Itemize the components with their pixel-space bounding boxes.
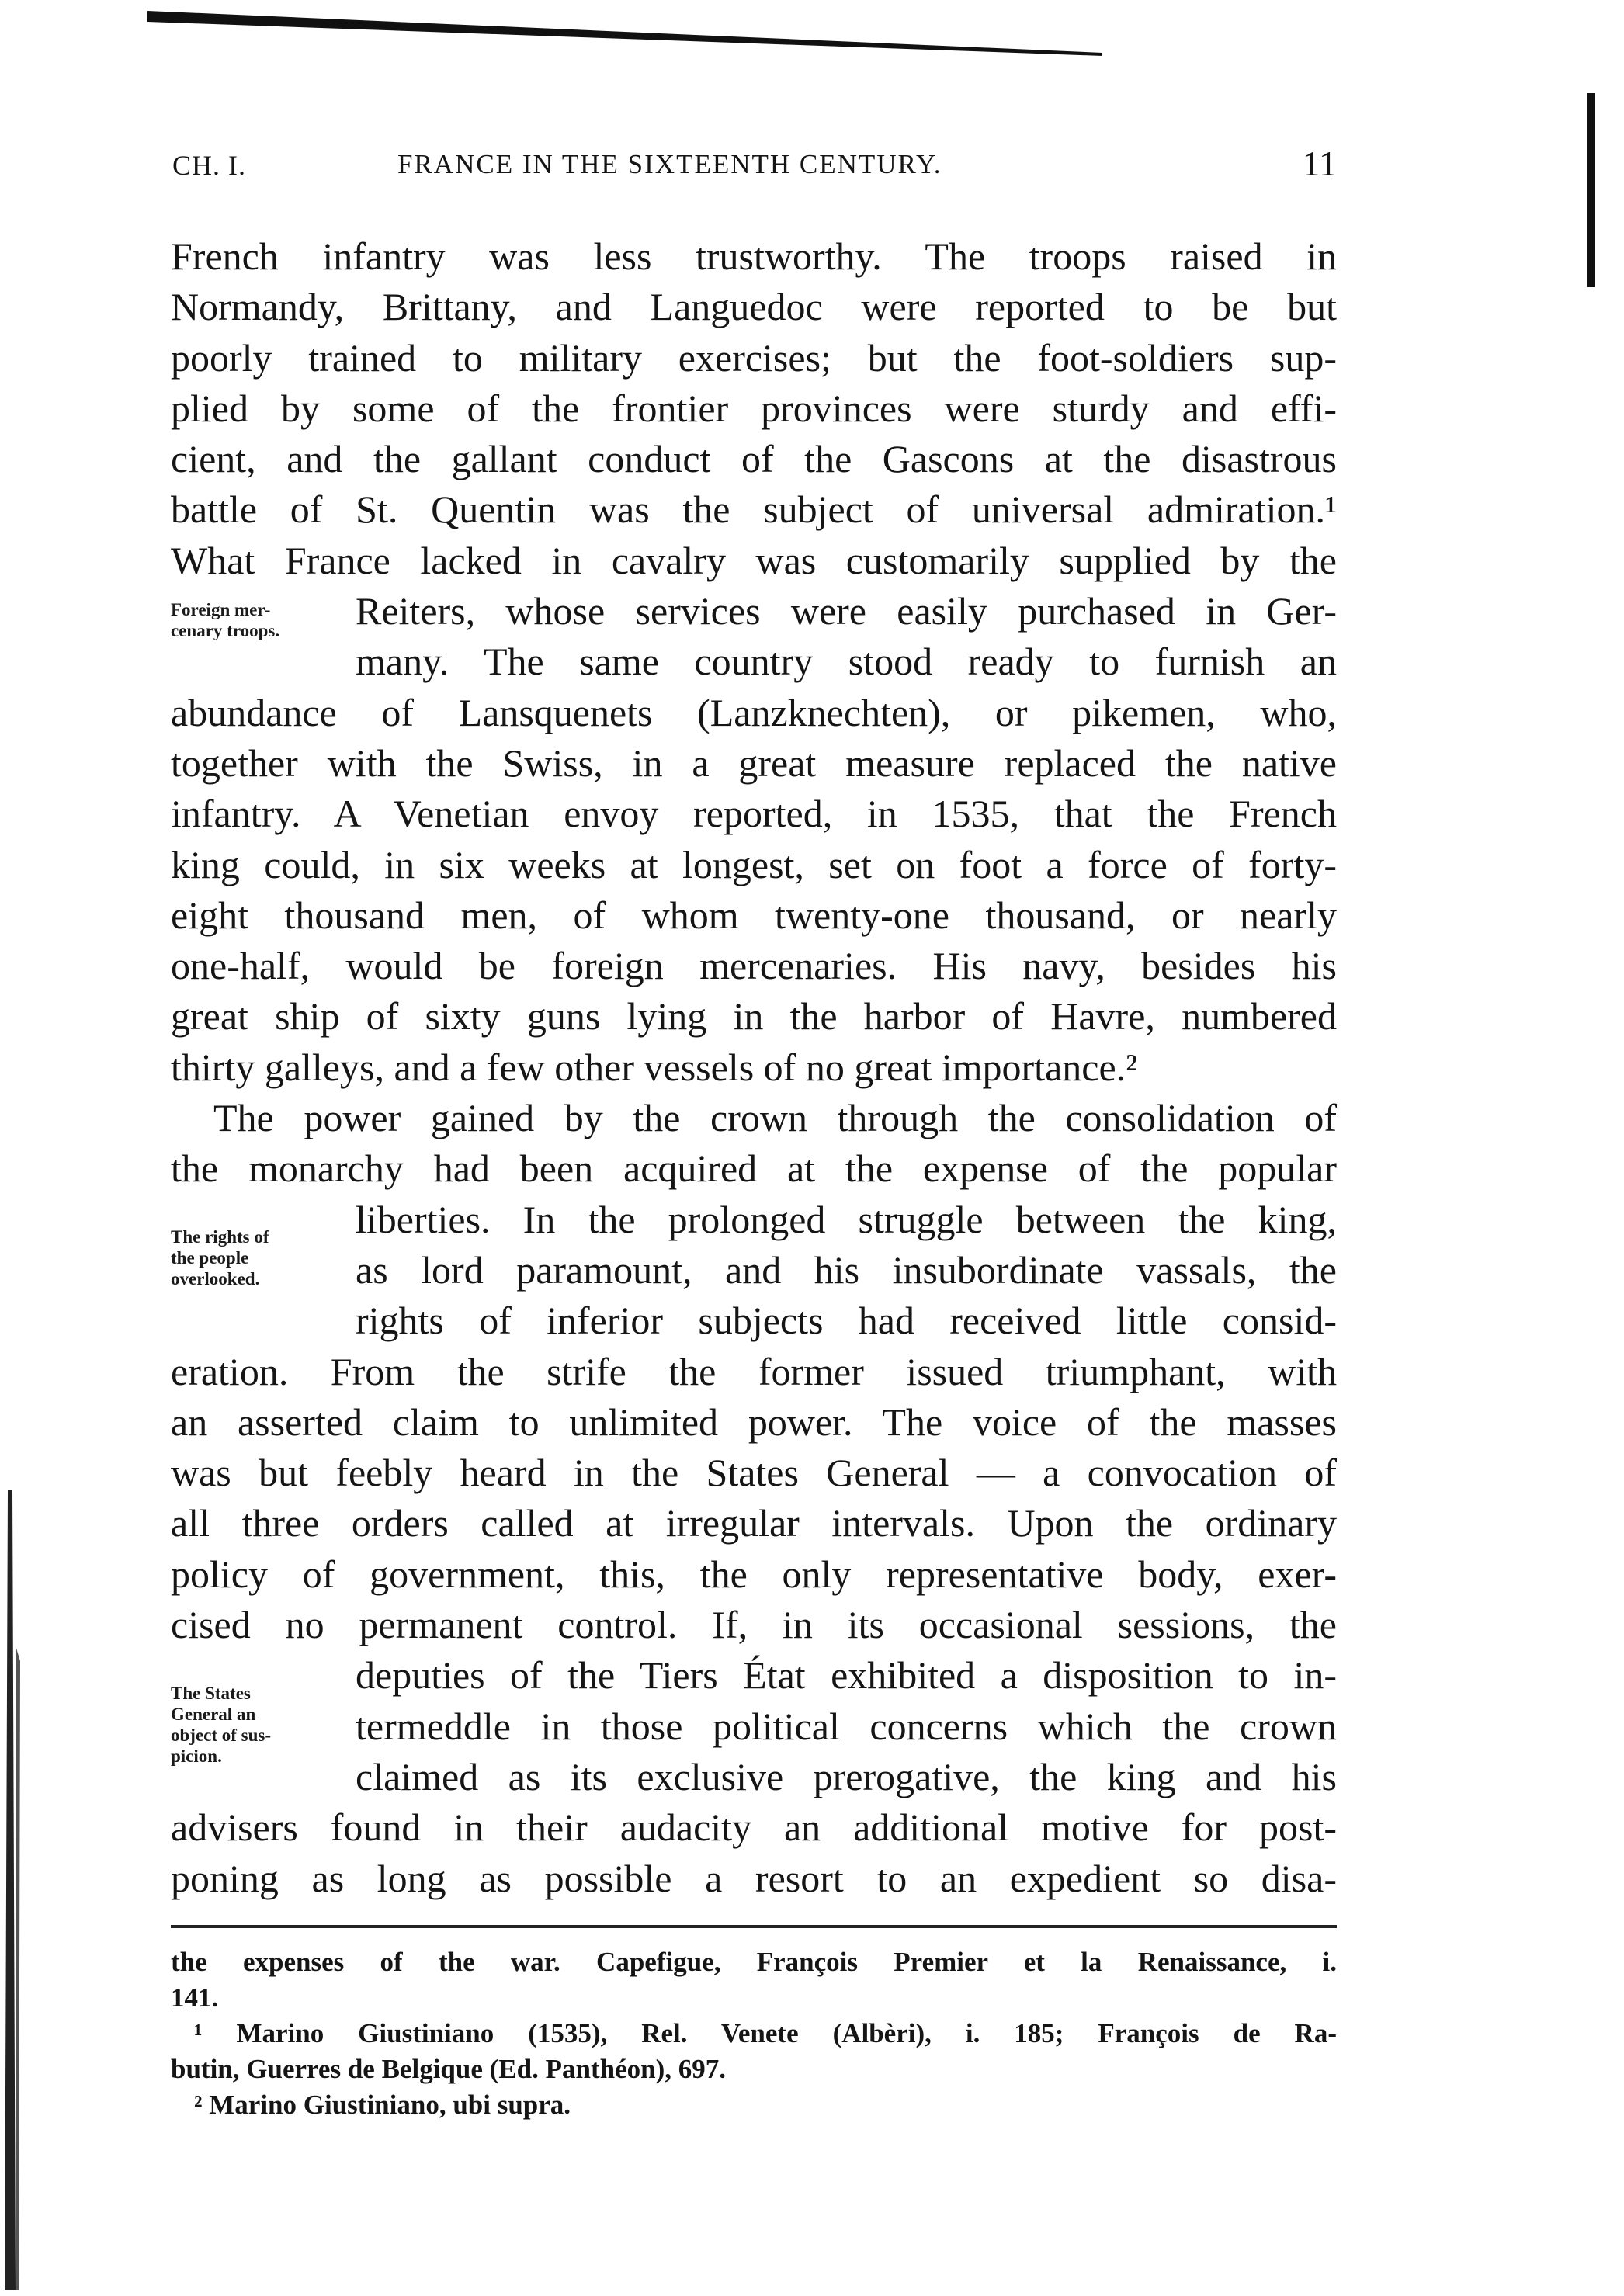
sidenote-states-general [171, 1683, 271, 1767]
text-line: Reiters, whose services were easily purchased in Ger- [356, 589, 1337, 633]
text-line: the monarchy had been acquired at the expense of the popular [171, 1146, 1337, 1191]
text-line: advisers found in their audacity an additional motive for post- [171, 1805, 1337, 1850]
text-line: termeddle in those political concerns which the crown [356, 1704, 1337, 1748]
page-number: 11 [1302, 144, 1337, 183]
footnote-line: ¹ Marino Giustiniano (1535), Rel. Venete (Albèri), i. 185; François de Ra- [194, 2018, 1337, 2048]
text-line: Normandy, Brittany, and Languedoc were reported to be but [171, 285, 1337, 329]
sidenote-line: Foreign mer- [171, 600, 271, 619]
text-line: poorly trained to military exercises; but the foot-soldiers sup- [171, 335, 1337, 380]
sidenote-line: the people [171, 1248, 249, 1268]
sidenote-line: General an [171, 1705, 256, 1724]
sidenote-line: cenary troops. [171, 621, 280, 640]
footnote-divider [171, 1925, 1337, 1928]
text-line: many. The same country stood ready to furnish an [356, 640, 1337, 684]
footnote-line: ² Marino Giustiniano, ubi supra. [194, 2090, 571, 2120]
text-line: cient, and the gallant conduct of the Gascons at the disastrous [171, 437, 1337, 481]
margin-scan-mark [1587, 93, 1595, 287]
text-line: rights of inferior subjects had received little consid- [356, 1299, 1337, 1343]
top-printer-rule [147, 5, 1102, 61]
text-line: cised no permanent control. If, in its occasional sessions, the [171, 1603, 1337, 1647]
main-text [171, 231, 1337, 1904]
sidenote-line: object of sus- [171, 1725, 272, 1745]
text-line: liberties. In the prolonged struggle between the king, [356, 1197, 1337, 1241]
scan-edge-shadow [0, 1490, 29, 2290]
text-line: deputies of the Tiers État exhibited a disposition to in- [356, 1653, 1337, 1698]
text-line: all three orders called at irregular intervals. Upon the ordinary [171, 1501, 1337, 1545]
text-line: claimed as its exclusive prerogative, the king and his [356, 1754, 1337, 1798]
text-line: king could, in six weeks at longest, set on foot a force of forty- [171, 842, 1337, 886]
text-line: together with the Swiss, in a great measure replaced the native [171, 740, 1337, 785]
text-line: thirty galleys, and a few other vessels of no great importance.² [171, 1045, 1138, 1089]
text-line: abundance of Lansquenets (Lanzknechten), or pikemen, who, [171, 690, 1337, 734]
footnote-line: butin, Guerres de Belgique (Ed. Panthéon), 697. [171, 2054, 726, 2084]
text-line: one-half, would be foreign mercenaries. His navy, besides his [171, 944, 1337, 988]
footnotes [171, 1944, 1337, 2123]
text-line: poning as long as possible a resort to an expedient so disa- [171, 1856, 1337, 1900]
text-line: as lord paramount, and his insubordinate vassals, the [356, 1247, 1337, 1292]
text-line: was but feebly heard in the States General — a convocation of [171, 1451, 1337, 1495]
text-line: infantry. A Venetian envoy reported, in 1535, that the French [171, 792, 1337, 836]
footnote-line: 141. [171, 1982, 219, 2013]
footnote-line: the expenses of the war. Capefigue, François Premier et la Renaissance, i. [171, 1947, 1337, 1977]
sidenote-line: overlooked. [171, 1269, 260, 1288]
text-line: great ship of sixty guns lying in the harbor of Havre, numbered [171, 994, 1337, 1039]
text-line: French infantry was less trustworthy. The troops raised in [171, 234, 1337, 278]
text-line: The power gained by the crown through the consolidation of [213, 1096, 1337, 1140]
running-header [172, 144, 1337, 196]
sidenote-rights-of-people [171, 1226, 269, 1289]
text-line: eration. From the strife the former issued triumphant, with [171, 1349, 1337, 1393]
sidenote-foreign-troops [171, 599, 279, 641]
text-line: What France lacked in cavalry was customarily supplied by the [171, 538, 1337, 582]
text-line: plied by some of the frontier provinces were sturdy and effi- [171, 386, 1337, 430]
chapter-label: CH. I. [172, 150, 246, 181]
sidenote-line: The rights of [171, 1227, 269, 1247]
text-line: eight thousand men, of whom twenty-one thousand, or nearly [171, 893, 1337, 937]
text-line: battle of St. Quentin was the subject of universal admiration.¹ [171, 487, 1337, 532]
text-line: an asserted claim to unlimited power. The voice of the masses [171, 1399, 1337, 1444]
sidenote-line: picion. [171, 1746, 222, 1766]
running-title: FRANCE IN THE SIXTEENTH CENTURY. [397, 149, 942, 179]
sidenote-line: The States [171, 1684, 251, 1703]
text-line: policy of government, this, the only representative body, exer- [171, 1552, 1337, 1596]
